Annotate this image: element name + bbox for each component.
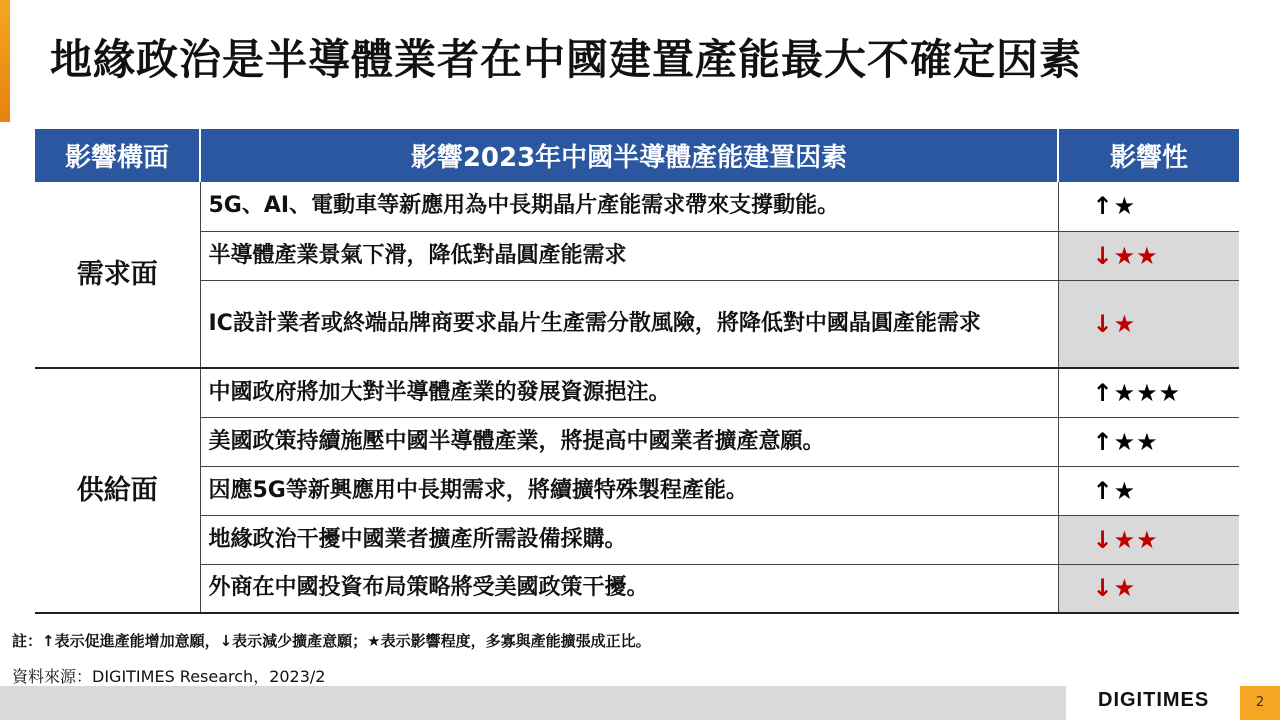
- impact-cell: ↓★★: [1058, 515, 1239, 564]
- aspect-demand: 需求面: [35, 182, 200, 368]
- table-row: [35, 417, 1239, 466]
- impact-cell: ↑★★★: [1058, 368, 1239, 417]
- header-factor: 影響2023年中國半導體產能建置因素: [200, 129, 1058, 182]
- impact-cell: ↑★: [1058, 466, 1239, 515]
- table-row: [35, 231, 1239, 280]
- table-header-row: [35, 129, 1239, 182]
- table-row: [35, 466, 1239, 515]
- header-aspect: 影響構面: [35, 129, 200, 182]
- footer-bar: [0, 686, 1066, 720]
- impact-cell: ↑★: [1058, 182, 1239, 231]
- factor-cell: 美國政策持續施壓中國半導體產業，將提高中國業者擴產意願。: [200, 417, 1058, 466]
- header-impact: 影響性: [1058, 129, 1239, 182]
- page-number: 2: [1240, 686, 1280, 720]
- factors-table: [35, 129, 1239, 614]
- title-accent-bar: [0, 0, 10, 122]
- table-row: [35, 564, 1239, 613]
- impact-cell: ↓★★: [1058, 231, 1239, 280]
- factor-cell: 外商在中國投資布局策略將受美國政策干擾。: [200, 564, 1058, 613]
- table-row: [35, 515, 1239, 564]
- legend-note: 註：↑表示促進產能增加意願，↓表示減少擴產意願；★表示影響程度，多寡與產能擴張成正比。: [12, 632, 651, 650]
- factor-cell: 因應5G等新興應用中長期需求，將續擴特殊製程產能。: [200, 466, 1058, 515]
- table-row: [35, 280, 1239, 368]
- impact-cell: ↑★★: [1058, 417, 1239, 466]
- table-row: [35, 368, 1239, 417]
- factor-cell: 半導體產業景氣下滑，降低對晶圓產能需求: [200, 231, 1058, 280]
- factor-cell: IC設計業者或終端品牌商要求晶片生產需分散風險，將降低對中國晶圓產能需求: [200, 280, 1058, 368]
- source-text: 資料來源：DIGITIMES Research，2023/2: [12, 667, 326, 686]
- factor-cell: 地緣政治干擾中國業者擴產所需設備採購。: [200, 515, 1058, 564]
- digitimes-logo: DIGITIMES: [1098, 689, 1210, 711]
- factor-cell: 中國政府將加大對半導體產業的發展資源挹注。: [200, 368, 1058, 417]
- impact-cell: ↓★: [1058, 280, 1239, 368]
- page-title: 地緣政治是半導體業者在中國建置產能最大不確定因素: [50, 35, 1083, 84]
- aspect-supply: 供給面: [35, 368, 200, 613]
- factor-cell: 5G、AI、電動車等新應用為中長期晶片產能需求帶來支撐動能。: [200, 182, 1058, 231]
- table-row: [35, 182, 1239, 231]
- impact-cell: ↓★: [1058, 564, 1239, 613]
